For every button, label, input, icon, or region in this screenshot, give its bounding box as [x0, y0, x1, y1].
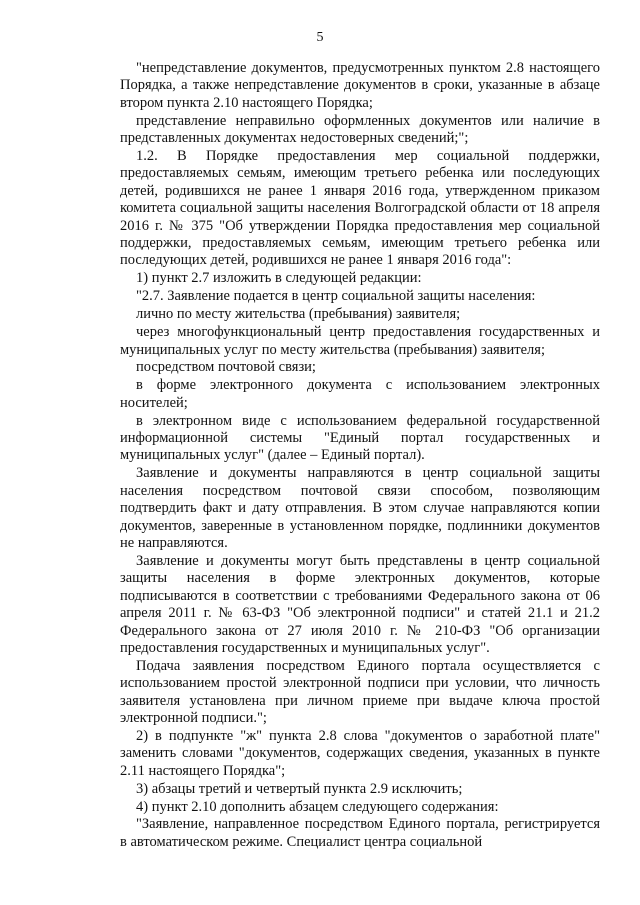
paragraph: лично по месту жительства (пребывания) заявителя;: [136, 306, 461, 323]
paragraph: Заявление и документы направляются в центр социальной защиты населения посредством почтовой связи способом, позволяющим подтвердить факт и дату отправления. В этом случае направляются копии документов, заверенные в установленном порядке, подлинники документов не направляются.: [120, 465, 600, 551]
paragraph: 2) в подпункте "ж" пункта 2.8 слова "документов о заработной плате" заменить словами "документов, содержащих сведения, указанных в пункте 2.11 настоящего Порядка";: [120, 727, 600, 779]
paragraph: в электронном виде с использованием федеральной государственной информационной системы "Единый портал государственных и муниципальных услуг" (далее – Единый портал).: [120, 412, 600, 464]
paragraph: 1) пункт 2.7 изложить в следующей редакции:: [136, 270, 422, 287]
paragraph: посредством почтовой связи;: [136, 359, 316, 376]
paragraph: "2.7. Заявление подается в центр социальной защиты населения:: [136, 288, 536, 305]
paragraph: "Заявление, направленное посредством Единого портала, регистрируется в автоматическом режиме. Специалист центра социальной: [120, 816, 600, 850]
paragraph: Подача заявления посредством Единого портала осуществляется с использованием простой электронной подписи при условии, что личность заявителя установлена при личном приеме при выдаче ключа простой электронной подписи.";: [120, 657, 600, 727]
paragraph: 3) абзацы третий и четвертый пункта 2.9 исключить;: [136, 780, 463, 797]
paragraph: через многофункциональный центр предоставления государственных и муниципальных услуг по месту жительства (пребывания) заявителя;: [120, 324, 600, 358]
paragraph: Заявление и документы могут быть представлены в центр социальной защиты населения в форме электронных документов, которые подписываются в соответствии с требованиями Федерального закона от 06 апреля 2011 г. № 63-ФЗ "Об электронной подписи" и статей 21.1 и 21.2 Федерального закона от 27 июля 2010 г. № 210-ФЗ "Об организации предоставления государственных и муниципальных услуг".: [120, 552, 600, 656]
page-number: 5: [316, 30, 324, 45]
paragraph: 4) пункт 2.10 дополнить абзацем следующего содержания:: [136, 798, 499, 815]
paragraph: представление неправильно оформленных документов или наличие в представленных документах недостоверных сведений;";: [120, 112, 600, 147]
paragraph: "непредставление документов, предусмотренных пунктом 2.8 настоящего Порядка, а также непредставление документов в сроки, указанные в абзаце втором пункта 2.10 настоящего Порядка;: [120, 60, 600, 111]
paragraph: в форме электронного документа с использованием электронных носителей;: [120, 377, 600, 411]
paragraph: 1.2. В Порядке предоставления мер социальной поддержки, предоставляемых семьям, имеющим третьего ребенка или последующих детей, родившихся не ранее 1 января 2016 года, утвержденном приказом комитета социальной защиты населения Волгоградской области от 18 апреля 2016 г. № 375 "Об утверждении Порядка предоставления мер социальной поддержки, предоставляемых семьям, имеющим третьего ребенка или последующих детей, родившихся не ранее 1 января 2016 года":: [120, 148, 600, 269]
document-body: [120, 60, 600, 852]
